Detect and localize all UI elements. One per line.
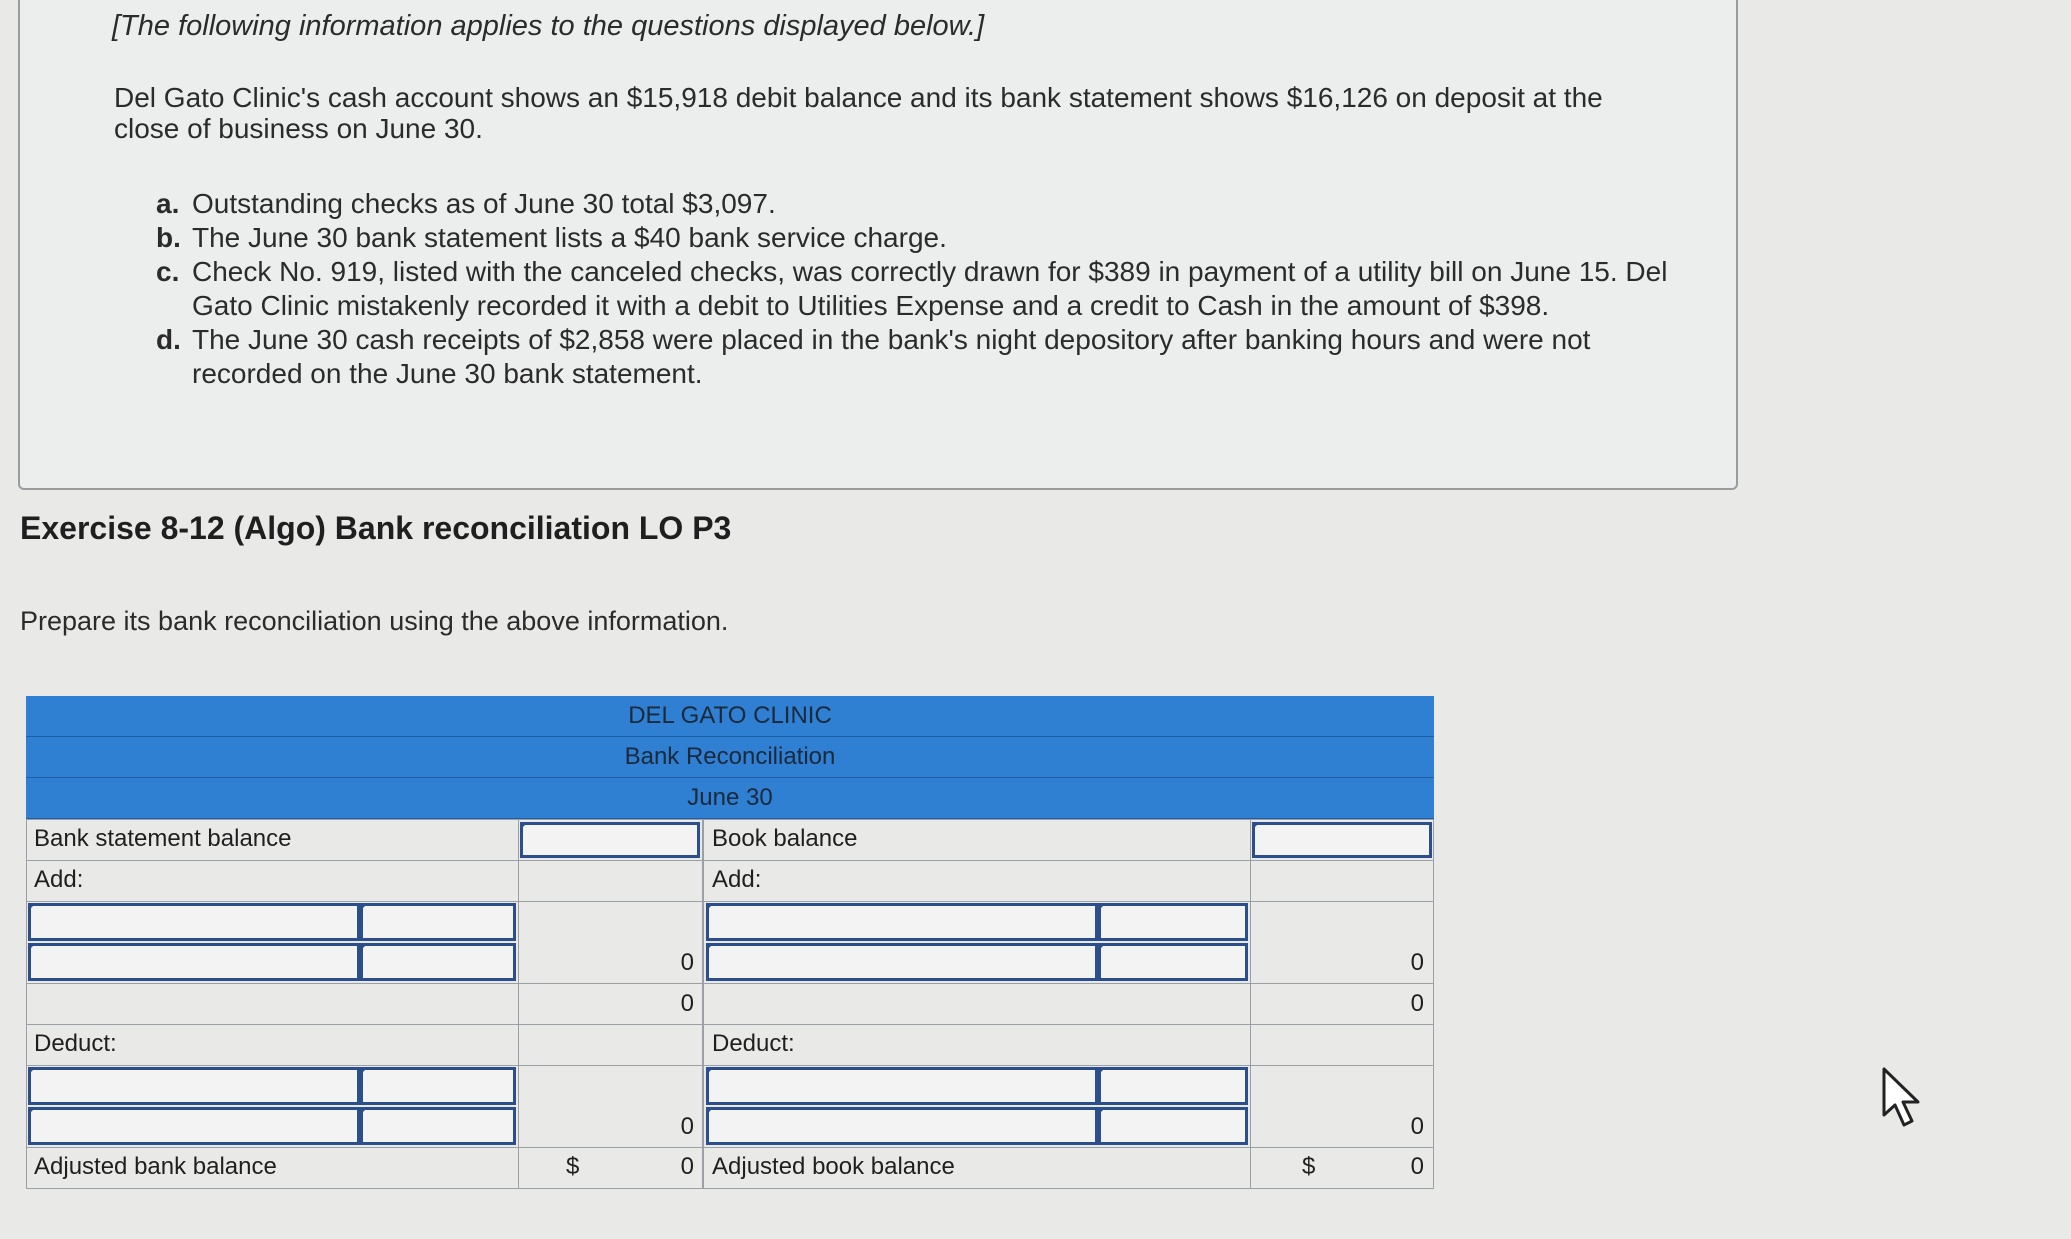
info-item-letter: c.	[156, 256, 180, 287]
info-item-d	[156, 323, 1676, 391]
bank-deduct-description-input-1[interactable]	[28, 1067, 360, 1105]
mouse-cursor-icon	[1878, 1063, 1930, 1133]
book-deduct-subtotal: 0	[1410, 1113, 1424, 1140]
book-add-description-input-1[interactable]	[706, 903, 1098, 941]
exercise-prompt: Prepare its bank reconciliation using the above information.	[20, 606, 729, 636]
grid-line	[1250, 819, 1251, 1188]
info-panel	[18, 0, 1738, 490]
book-balance-label: Book balance	[712, 825, 858, 852]
exercise-title: Exercise 8-12 (Algo) Bank reconciliation LO P3	[20, 510, 732, 546]
company-name: DEL GATO CLINIC	[26, 696, 1434, 737]
info-paragraph: Del Gato Clinic's cash account shows an $15,918 debit balance and its bank statement shows $16,126 on deposit at the close of business on June 30.	[114, 82, 1603, 144]
info-item-c	[156, 255, 1676, 323]
info-item-text: The June 30 bank statement lists a $40 bank service charge.	[192, 222, 947, 253]
grid-line	[1433, 819, 1434, 1188]
info-item-letter: b.	[156, 222, 181, 253]
bank-add-description-input-1[interactable]	[28, 903, 360, 941]
adjusted-bank-balance-label: Adjusted bank balance	[34, 1153, 277, 1180]
bank-add-label: Add:	[34, 866, 84, 893]
info-item-text: Outstanding checks as of June 30 total $3,097.	[192, 188, 776, 219]
book-add-description-input-2[interactable]	[706, 943, 1098, 981]
book-deduct-description-input-1[interactable]	[706, 1067, 1098, 1105]
info-heading: [The following information applies to the questions displayed below.]	[112, 10, 985, 42]
bank-statement-balance-label: Bank statement balance	[34, 825, 292, 852]
book-balance-input[interactable]	[1252, 822, 1432, 858]
info-item-a	[156, 187, 1676, 221]
info-item-text: Check No. 919, listed with the canceled checks, was correctly drawn for $389 in payment of a utility bill on June 15. Del Gato Clinic mistakenly recorded it with a debit to Utilities Expense and a credit to Cash in the amount of $398.	[192, 256, 1668, 321]
book-deduct-amount-input-1[interactable]	[1098, 1067, 1248, 1105]
book-add-total: 0	[1410, 990, 1424, 1017]
adjusted-book-balance-label: Adjusted book balance	[712, 1153, 955, 1180]
book-deduct-label: Deduct:	[712, 1030, 795, 1057]
book-add-subtotal: 0	[1410, 949, 1424, 976]
bank-add-total: 0	[680, 990, 694, 1017]
book-add-label: Add:	[712, 866, 762, 893]
book-deduct-description-input-2[interactable]	[706, 1107, 1098, 1145]
info-list	[156, 187, 1676, 391]
report-date: June 30	[26, 778, 1434, 819]
book-deduct-amount-input-2[interactable]	[1098, 1107, 1248, 1145]
grid-line	[26, 1065, 1434, 1066]
book-add-amount-input-2[interactable]	[1098, 943, 1248, 981]
bank-reconciliation-form	[26, 696, 1434, 1188]
bank-deduct-amount-input-2[interactable]	[360, 1107, 516, 1145]
bank-add-subtotal: 0	[680, 949, 694, 976]
info-item-text: The June 30 cash receipts of $2,858 were placed in the bank's night depository after banking hours and were not recorded on the June 30 bank statement.	[192, 324, 1591, 389]
info-item-letter: a.	[156, 188, 180, 219]
report-title: Bank Reconciliation	[26, 737, 1434, 778]
book-currency-symbol: $	[1302, 1153, 1316, 1180]
adjusted-bank-balance-value: 0	[680, 1153, 694, 1180]
grid-line	[26, 901, 1434, 902]
bank-statement-balance-input[interactable]	[520, 822, 700, 858]
adjusted-book-balance-value: 0	[1410, 1153, 1424, 1180]
info-item-letter: d.	[156, 324, 181, 355]
bank-add-amount-input-2[interactable]	[360, 943, 516, 981]
grid-line	[26, 1188, 1434, 1189]
grid-line	[26, 983, 1434, 984]
bank-deduct-subtotal: 0	[680, 1113, 694, 1140]
bank-deduct-description-input-2[interactable]	[28, 1107, 360, 1145]
bank-deduct-amount-input-1[interactable]	[360, 1067, 516, 1105]
bank-add-description-input-2[interactable]	[28, 943, 360, 981]
book-add-amount-input-1[interactable]	[1098, 903, 1248, 941]
bank-add-amount-input-1[interactable]	[360, 903, 516, 941]
bank-currency-symbol: $	[566, 1153, 580, 1180]
bank-deduct-label: Deduct:	[34, 1030, 117, 1057]
grid-line	[518, 819, 519, 1188]
info-item-b	[156, 221, 1676, 255]
